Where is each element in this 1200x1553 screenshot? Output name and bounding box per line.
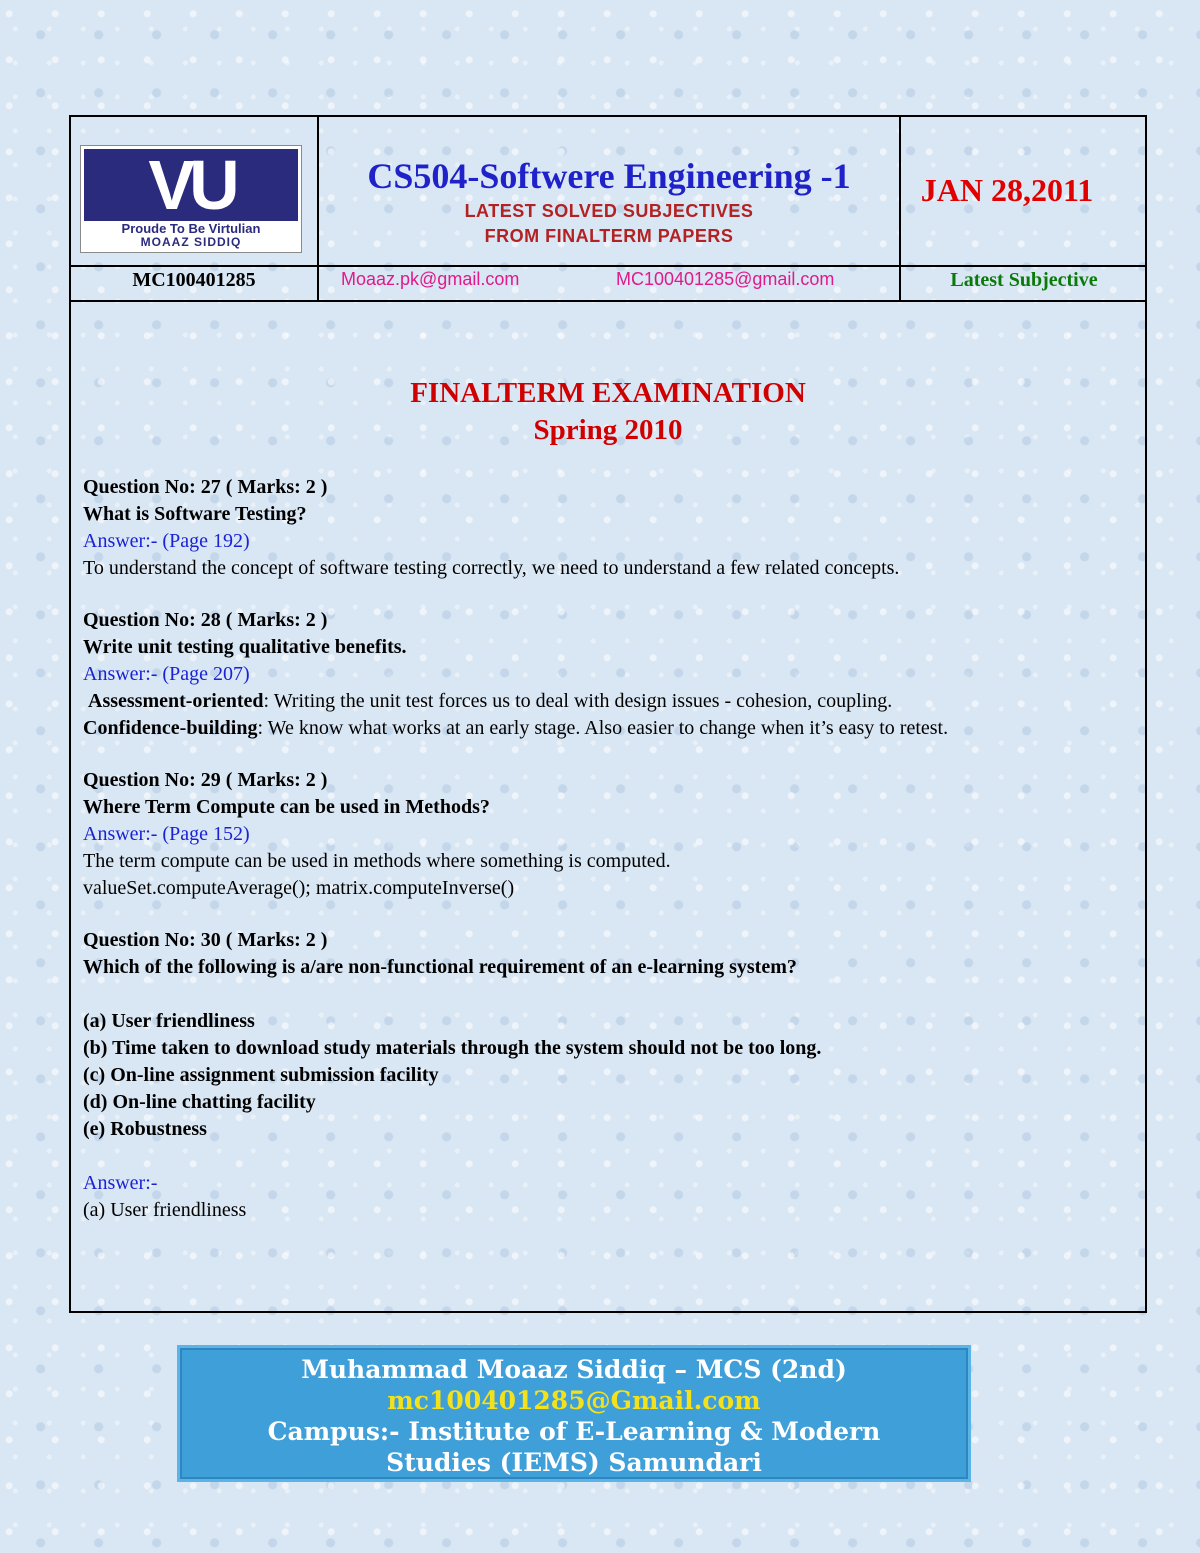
question-block — [83, 767, 1133, 902]
point-text: : Writing the unit test forces us to deal with design issues - cohesion, coupling. — [263, 690, 893, 712]
question-block — [83, 607, 1133, 742]
header-row-divider — [71, 265, 1145, 267]
email-link-2[interactable]: MC100401285@gmail.com — [616, 269, 835, 289]
course-title: CS504-Softwere Engineering -1 — [367, 156, 851, 196]
question-block — [83, 474, 1133, 582]
latest-subjective-label: Latest Subjective — [950, 269, 1098, 291]
subtitle-line2: FROM FINALTERM PAPERS — [484, 226, 734, 246]
answer-point — [83, 715, 1133, 742]
option-a: (a) User friendliness — [83, 1010, 255, 1032]
option-e: (e) Robustness — [83, 1118, 207, 1140]
option-d: (d) On-line chatting facility — [83, 1091, 316, 1113]
point-term: Assessment-oriented — [88, 690, 264, 712]
email-link-1[interactable]: Moaaz.pk@gmail.com — [341, 269, 520, 289]
point-text: : We know what works at an early stage. Also easier to change when it’s easy to retest. — [257, 717, 949, 739]
logo-name: MOAAZ SIDDIQ — [140, 235, 242, 249]
answer-point — [83, 688, 1133, 715]
logo-banner — [84, 146, 298, 224]
footer-campus: Campus:- Institute of E-Learning & Modern — [267, 1417, 881, 1446]
question-header: Question No: 30 ( Marks: 2 ) — [83, 929, 328, 951]
question-header: Question No: 28 ( Marks: 2 ) — [83, 609, 328, 631]
point-term: Confidence-building — [83, 717, 258, 739]
spacer — [83, 981, 1133, 1008]
answer-label: Answer:- (Page 152) — [83, 823, 250, 845]
answer-code: valueSet.computeAverage(); matrix.computeInverse() — [83, 877, 515, 899]
option-b: (b) Time taken to download study materials through the system should not be too long. — [83, 1037, 822, 1059]
logo-letters: VU — [148, 146, 234, 224]
option-c: (c) On-line assignment submission facility — [83, 1064, 439, 1086]
answer-text: (a) User friendliness — [83, 1199, 247, 1221]
answer-label: Answer:- — [83, 1172, 158, 1194]
answer-text: To understand the concept of software testing correctly, we need to understand a few related concepts. — [83, 557, 900, 579]
date-label: JAN 28,2011 — [920, 172, 1094, 208]
spacer — [83, 1143, 1133, 1170]
answer-text: The term compute can be used in methods where something is computed. — [83, 850, 671, 872]
header-table — [71, 117, 1145, 302]
question-text: What is Software Testing? — [83, 503, 307, 525]
questions-content — [83, 474, 1133, 1249]
answer-label: Answer:- (Page 192) — [83, 530, 250, 552]
exam-session: Spring 2010 — [533, 414, 683, 446]
question-text: Which of the following is a/are non-functional requirement of an e-learning system? — [83, 956, 797, 978]
document-frame — [69, 115, 1147, 1313]
vu-logo — [80, 145, 302, 253]
subtitle-line1: LATEST SOLVED SUBJECTIVES — [464, 201, 754, 221]
question-header: Question No: 29 ( Marks: 2 ) — [83, 769, 328, 791]
author-footer-banner — [177, 1345, 971, 1482]
student-id: MC100401285 — [132, 269, 256, 291]
question-header: Question No: 27 ( Marks: 2 ) — [83, 476, 328, 498]
footer-campus-cont: Studies (IEMS) Samundari — [386, 1448, 762, 1477]
question-text: Write unit testing qualitative benefits. — [83, 636, 407, 658]
header-bottom-border — [71, 300, 1145, 302]
footer-author: Muhammad Moaaz Siddiq – MCS (2nd) — [301, 1355, 847, 1384]
question-text: Where Term Compute can be used in Methods? — [83, 796, 490, 818]
question-block — [83, 927, 1133, 1224]
exam-title: FINALTERM EXAMINATION — [410, 377, 806, 409]
answer-label: Answer:- (Page 207) — [83, 663, 250, 685]
logo-tagline: Proude To Be Virtulian — [121, 221, 261, 236]
footer-email[interactable]: mc100401285@Gmail.com — [387, 1386, 761, 1415]
